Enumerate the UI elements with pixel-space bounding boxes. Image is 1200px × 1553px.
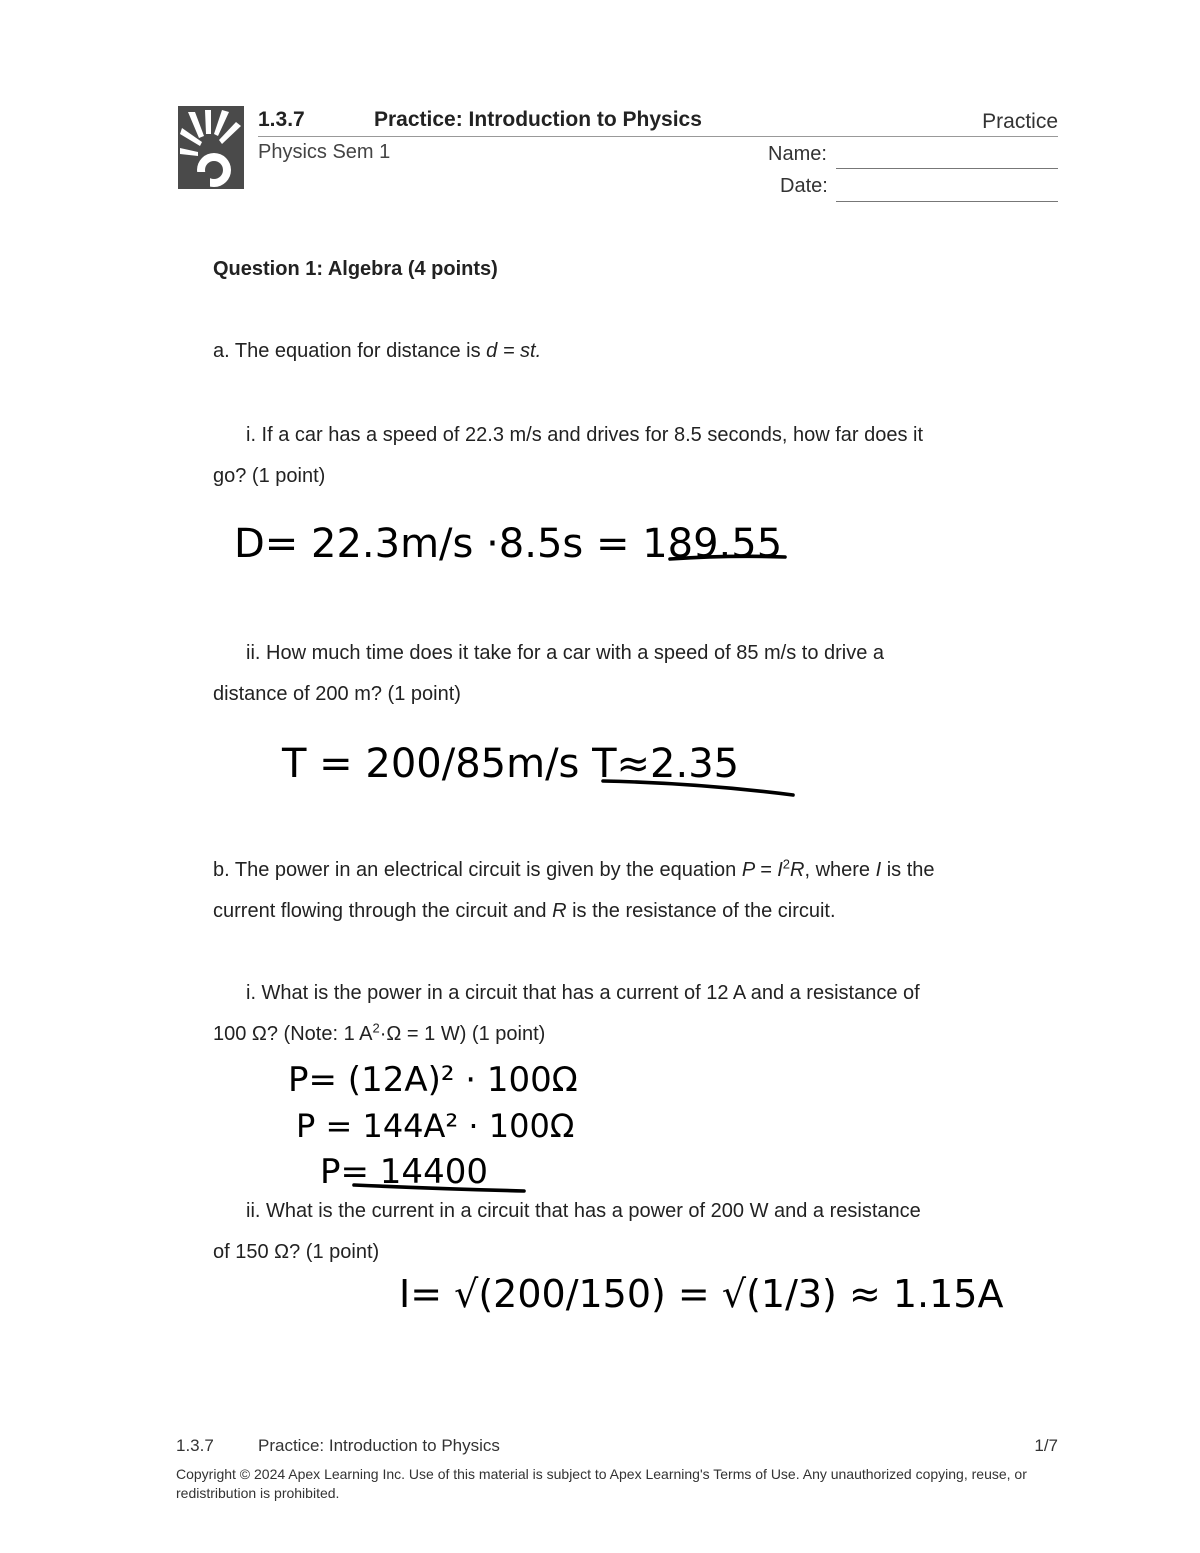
answer-b-i-line3: P= 14400: [320, 1152, 488, 1192]
answer-b-i-line2: P = 144A² · 100Ω: [296, 1107, 575, 1145]
part-b-i-line2-end: ·Ω = 1 W) (1 point): [379, 1023, 546, 1045]
power-eq-r: R: [790, 859, 805, 881]
header-rule: [258, 136, 1058, 137]
part-a-ii-question-line1: ii. How much time does it take for a car with a speed of 85 m/s to drive a: [246, 642, 885, 664]
part-b-i-line2-start: 100 Ω? (Note: 1 A: [213, 1023, 373, 1045]
part-b-ii-question-line2: of 150 Ω? (1 point): [213, 1241, 380, 1263]
date-label: Date:: [780, 175, 828, 197]
part-b-i-question-line2: [213, 1020, 546, 1046]
part-b-intro-line1: [213, 856, 935, 882]
part-b-intro-text: b. The power in an electrical circuit is given by the equation: [213, 859, 742, 881]
handwritten-answer-b-i: [284, 1055, 614, 1200]
name-field-line[interactable]: [836, 168, 1058, 169]
activity-type: Practice: [982, 110, 1058, 133]
course-name: Physics Sem 1: [258, 141, 391, 163]
part-b-i-question-line1: i. What is the power in a circuit that has a current of 12 A and a resistance of: [246, 982, 920, 1004]
distance-equation: d = st.: [486, 340, 542, 362]
lesson-title: Practice: Introduction to Physics: [374, 108, 702, 131]
power-eq-p: P =: [741, 859, 778, 881]
part-a-i-question-line1: i. If a car has a speed of 22.3 m/s and drives for 8.5 seconds, how far does it: [246, 424, 924, 446]
part-a-intro-text: a. The equation for distance is: [213, 340, 487, 362]
part-a-i-question-line2: go? (1 point): [213, 465, 326, 487]
apex-logo: [178, 106, 244, 189]
date-field-line[interactable]: [836, 201, 1058, 202]
name-label: Name:: [768, 143, 827, 165]
part-b-line2-text: current flowing through the circuit and: [213, 900, 553, 922]
answer-a-i-text: D= 22.3m/s ·8.5s = 189.55: [234, 521, 783, 567]
footer-lesson-number: 1.3.7: [176, 1436, 214, 1455]
handwritten-answer-b-ii: [395, 1255, 1015, 1335]
answer-a-ii-text: T = 200/85m/s T≈2.35: [282, 741, 740, 787]
question-heading: Question 1: Algebra (4 points): [213, 258, 498, 280]
resistance-symbol: R: [552, 900, 567, 922]
page-number: 1/7: [1034, 1436, 1058, 1455]
handwritten-answer-a-ii: [278, 715, 808, 810]
part-b-ii-question-line1: ii. What is the current in a circuit that has a power of 200 W and a resistance: [246, 1200, 921, 1222]
answer-b-i-line1: P= (12A)² · 100Ω: [288, 1060, 578, 1100]
handwritten-answer-a-i: [230, 505, 810, 575]
unit-exponent: 2: [372, 1020, 380, 1036]
part-b-end-text: is the: [881, 859, 935, 881]
part-b-intro-line2: [213, 900, 836, 923]
footer-lesson-title: Practice: Introduction to Physics: [258, 1436, 500, 1455]
part-b-line2-end: is the resistance of the circuit.: [566, 900, 836, 922]
part-b-mid-text: , where: [804, 859, 876, 881]
copyright-notice: Copyright © 2024 Apex Learning Inc. Use of this material is subject to Apex Learning's Terms of Use. Any unauthorized copying, reuse, or redistribution is prohibited.: [176, 1466, 1027, 1501]
power-eq-exponent: 2: [782, 856, 790, 872]
part-a-intro: [213, 340, 541, 363]
part-a-ii-question-line2: distance of 200 m? (1 point): [213, 683, 461, 705]
current-symbol: I: [875, 859, 882, 881]
answer-b-ii-text: I= √(200/150) = √(1/3) ≈ 1.15A: [399, 1272, 1004, 1316]
power-eq-i: I: [777, 859, 783, 881]
lesson-number: 1.3.7: [258, 108, 305, 131]
